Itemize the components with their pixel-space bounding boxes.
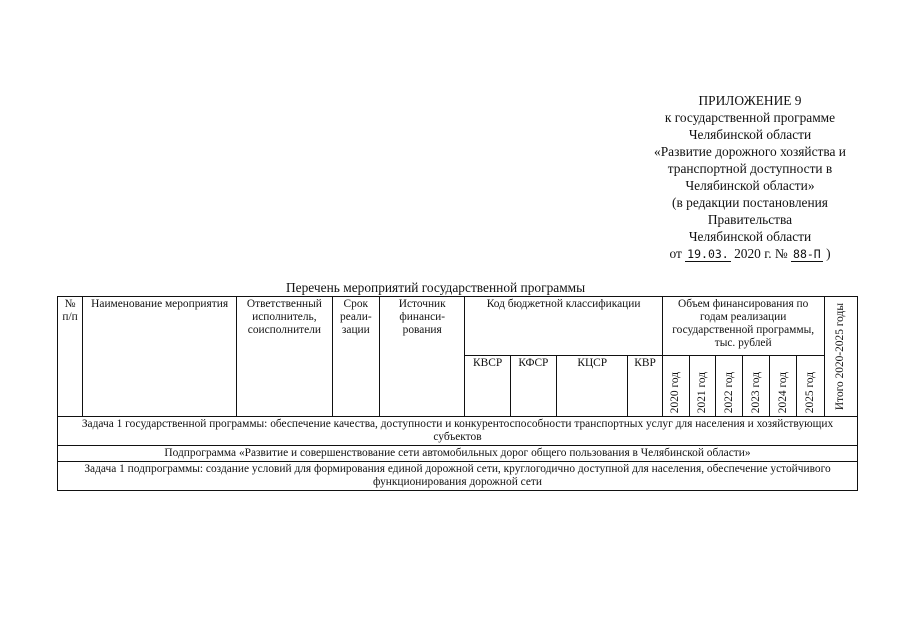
header-financing: Объем финансирования по годам реализации государственной программы, тыс. рублей — [662, 297, 824, 356]
year-label: 2022 год — [722, 371, 735, 414]
year-label: 2025 год — [804, 371, 817, 414]
header-kvr: КВР — [628, 356, 662, 417]
appendix-line: транспортной доступности в — [667, 161, 833, 176]
header-year-2022 — [716, 356, 743, 417]
year-label: 2021 год — [695, 371, 708, 414]
header-budget-code: Код бюджетной классификации — [465, 297, 662, 356]
header-kvsr: КВСР — [465, 356, 510, 417]
header-total-text: Итого 2020-2025 годы — [834, 303, 847, 411]
appendix-line: (в редакции постановления — [672, 195, 828, 210]
table-row: Задача 1 подпрограммы: создание условий для формирования единой дорожной сети, круглогодично доступной для населения, обеспечение устойчивого функционирования дорожной сети — [58, 462, 858, 491]
year-label: 2020 год — [669, 371, 682, 414]
resolution-date-line — [625, 245, 875, 263]
appendix-line: «Развитие дорожного хозяйства и — [654, 144, 846, 159]
header-year-2024 — [770, 356, 797, 417]
appendix-line: Челябинской области» — [685, 178, 815, 193]
header-num: № п/п — [58, 297, 83, 417]
handwritten-date: 19.03. — [687, 247, 729, 261]
activities-table — [57, 296, 858, 491]
header-year-2025 — [797, 356, 824, 417]
handwritten-number: 88-П — [793, 247, 821, 261]
table-row: Подпрограмма «Развитие и совершенствование сети автомобильных дорог общего пользования в Челябинской области» — [58, 446, 858, 462]
appendix-line: Челябинской области — [688, 229, 812, 244]
date-year: 2020 г. № — [734, 246, 788, 261]
year-label: 2023 год — [749, 371, 762, 414]
table-row: Задача 1 государственной программы: обеспечение качества, доступности и конкурентоспособности транспортных услуг для населения и хозяйствующих субъектов — [58, 417, 858, 446]
header-kcsr: КЦСР — [557, 356, 628, 417]
appendix-line: Правительства — [707, 212, 793, 227]
list-title: Перечень мероприятий государственной программы — [286, 280, 586, 295]
appendix-line: Челябинской области — [688, 127, 812, 142]
appendix-line: к государственной программе — [664, 110, 836, 125]
header-year-2023 — [743, 356, 770, 417]
date-prefix: от — [669, 246, 682, 261]
header-executor: Ответственный исполнитель, соисполнители — [237, 297, 333, 417]
appendix-title: ПРИЛОЖЕНИЕ 9 — [698, 93, 802, 108]
header-kfsr: КФСР — [510, 356, 556, 417]
header-source: Источник финанси-рования — [379, 297, 465, 417]
date-suffix: ) — [826, 246, 831, 261]
header-year-2020 — [662, 356, 689, 417]
header-term: Срок реали-зации — [332, 297, 379, 417]
header-total — [824, 297, 857, 417]
header-year-2021 — [689, 356, 715, 417]
header-name: Наименование мероприятия — [83, 297, 237, 417]
appendix-header — [625, 92, 875, 263]
year-label: 2024 год — [776, 371, 789, 414]
